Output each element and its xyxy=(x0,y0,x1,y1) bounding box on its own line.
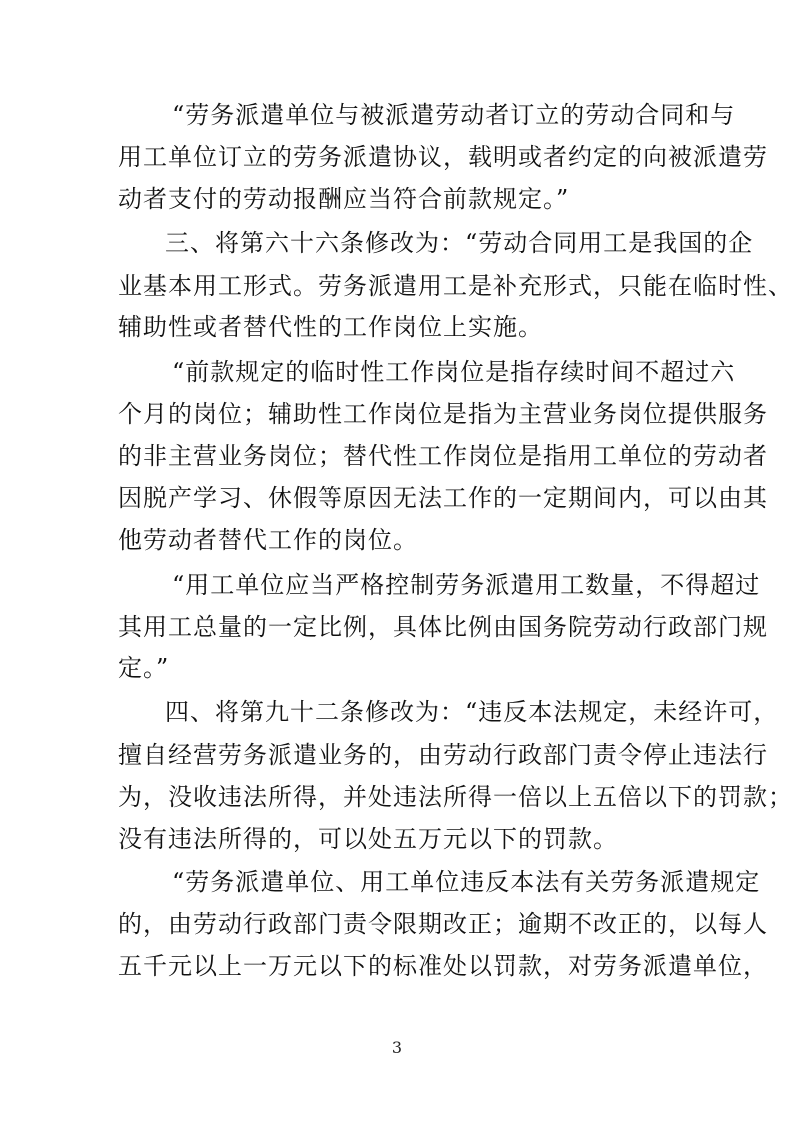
body-line: 定。” xyxy=(118,654,170,682)
body-line: 的非主营业务岗位；替代性工作岗位是指用工单位的劳动者 xyxy=(118,442,768,470)
body-line: 辅助性或者替代性的工作岗位上实施。 xyxy=(118,313,543,341)
body-line: 业基本用工形式。劳务派遣用工是补充形式，只能在临时性、 xyxy=(118,272,793,300)
page-number: 3 xyxy=(391,1038,403,1057)
body-line: 为，没收违法所得，并处违法所得一倍以上五倍以下的罚款； xyxy=(118,783,793,811)
body-line: 其用工总量的一定比例，具体比例由国务院劳动行政部门规 xyxy=(118,613,768,641)
body-line: 动者支付的劳动报酬应当符合前款规定。” xyxy=(118,185,570,213)
body-line: “劳务派遣单位、用工单位违反本法有关劳务派遣规定 xyxy=(172,868,761,896)
body-line: “前款规定的临时性工作岗位是指存续时间不超过六 xyxy=(172,358,736,386)
body-line: 他劳动者替代工作的岗位。 xyxy=(118,526,418,554)
body-line: 用工单位订立的劳务派遣协议，载明或者约定的向被派遣劳 xyxy=(118,143,768,171)
body-line: 个月的岗位；辅助性工作岗位是指为主营业务岗位提供服务 xyxy=(118,400,768,428)
body-line: “劳务派遣单位与被派遣劳动者订立的劳动合同和与 xyxy=(172,101,736,129)
body-line: 三、将第六十六条修改为：“劳动合同用工是我国的企 xyxy=(165,229,754,257)
body-line: 四、将第九十二条修改为：“违反本法规定，未经许可， xyxy=(165,698,779,726)
body-line: 没有违法所得的，可以处五万元以下的罚款。 xyxy=(118,825,618,853)
body-line: 的，由劳动行政部门责令限期改正；逾期不改正的，以每人 xyxy=(118,910,768,938)
body-line: 因脱产学习、休假等原因无法工作的一定期间内，可以由其 xyxy=(118,484,768,512)
body-line: 五千元以上一万元以下的标准处以罚款，对劳务派遣单位， xyxy=(118,952,768,980)
body-line: “用工单位应当严格控制劳务派遣用工数量，不得超过 xyxy=(172,571,761,599)
body-line: 擅自经营劳务派遣业务的，由劳动行政部门责令停止违法行 xyxy=(118,741,768,769)
